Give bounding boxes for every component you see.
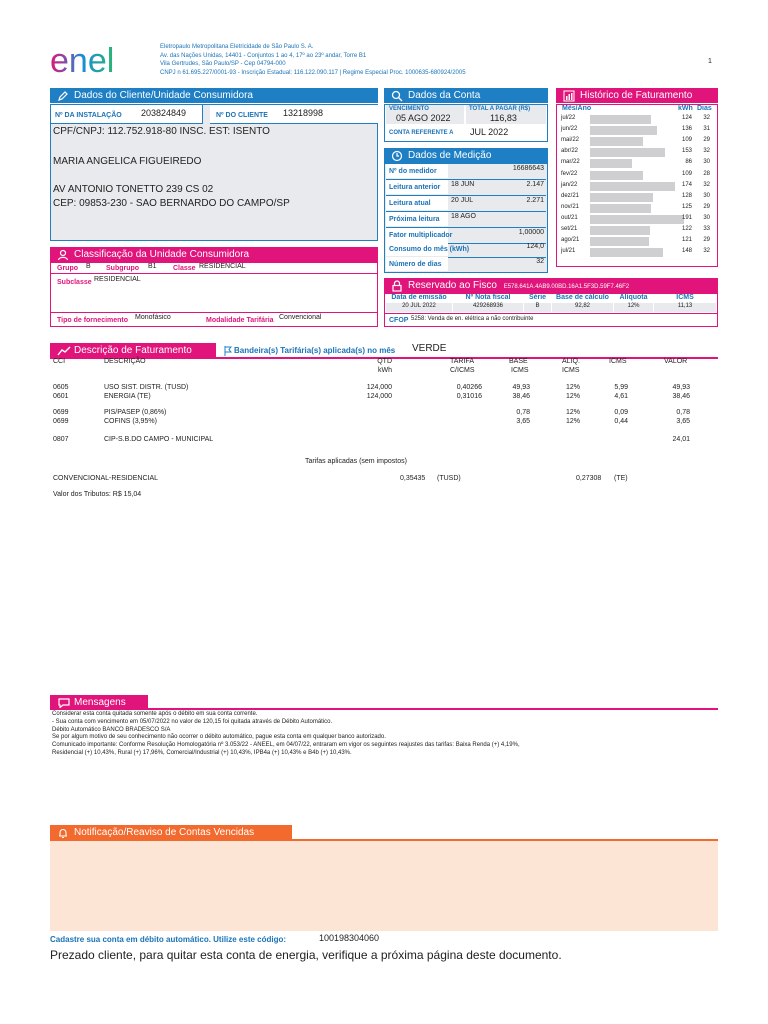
message-line: Débito Automático BANCO BRADESCO S/A	[52, 726, 171, 733]
col-base2: ICMS	[511, 367, 529, 374]
measurement-date: 18 JUN	[451, 181, 475, 188]
measurement-label: Número de dias	[389, 261, 442, 268]
history-days: 29	[703, 137, 710, 144]
fisco-cell: 92,82	[552, 303, 613, 312]
history-month: out/21	[561, 214, 578, 221]
history-bar	[590, 148, 665, 157]
messages-rule	[50, 708, 718, 710]
flag-label: Bandeira(s) Tarifária(s) aplicada(s) no mês	[234, 346, 396, 355]
measurement-value: 32	[536, 258, 544, 265]
message-line: Residencial (+) 10,43%, Rural (+) 17,96%, Comercial/Industrial (+) 10,43%, IPB4a (+) 10,43% e B4b (+) 10,43%.	[52, 749, 352, 756]
tariff-tusd: 0,35435	[400, 475, 426, 482]
history-kwh: 148	[681, 248, 692, 255]
measurement-value: 1,00000	[518, 229, 544, 236]
cpf-line: CPF/CNPJ: 112.752.918-80 INSC. EST: ISENTO	[53, 126, 270, 137]
history-month: dez/21	[561, 192, 580, 199]
billing-desc: CIP-S.B.DO CAMPO - MUNICIPAL	[104, 436, 214, 443]
tariff-tusd-label: (TUSD)	[437, 475, 461, 482]
measurement-label: Próxima leitura	[389, 216, 440, 223]
history-bar	[590, 215, 684, 224]
cfop-row: CFOP 5258: Venda de en. elétrica a não contribuinte	[385, 313, 717, 326]
history-days: 32	[703, 148, 710, 155]
history-col-days: Dias	[697, 105, 712, 112]
client-header: Dados do Cliente/Unidade Consumidora	[50, 88, 378, 103]
subclass-label: Subclasse	[57, 279, 92, 286]
notification-header: Notificação/Reaviso de Contas Vencidas	[50, 825, 292, 840]
col-icms: ICMS	[609, 358, 627, 365]
history-month: abr/22	[561, 148, 579, 155]
message-line: Considerar esta conta quitada somente após o débito em sua conta corrente.	[52, 711, 258, 717]
history-month: ago/21	[561, 237, 580, 244]
supply-row: Tipo de fornecimento Monofásico Modalidade Tarifária Convencional	[51, 312, 377, 326]
billing-cci: 0807	[53, 436, 69, 443]
billing-base: 49,93	[512, 384, 530, 391]
clock-icon	[391, 150, 403, 162]
fisco-header: Reservado ao Fisco E578.641A.4AB9.00BD.16A1.5F3D.59F7.46F2	[384, 278, 718, 293]
billing-aliq: 12%	[565, 384, 580, 391]
billing-base: 0,78	[516, 409, 530, 416]
measurement-label: Leitura atual	[389, 200, 431, 207]
lock-icon	[391, 280, 403, 292]
page-number: 1	[708, 58, 712, 65]
history-col-kwh: kWh	[678, 105, 693, 112]
billing-valor: 24,01	[672, 436, 690, 443]
client-cep: CEP: 09853-230 - SAO BERNARDO DO CAMPO/SP	[53, 198, 290, 209]
fisco-col-header: Alíquota	[619, 294, 648, 301]
fisco-cell: 20 JUL 2022	[386, 303, 452, 312]
fisco-col-header: Data de emissão	[391, 294, 447, 301]
debit-label: Cadastre sua conta em débito automático. Utilize este código:	[50, 935, 287, 944]
fisco-col-header: Série	[528, 294, 547, 301]
fisco-col-header: ICMS	[676, 294, 694, 301]
history-kwh: 124	[681, 115, 692, 121]
total-field: TOTAL A PAGAR (R$) 116,83	[466, 105, 546, 124]
history-days: 30	[703, 159, 710, 166]
message-line: Comunicado importante: Conforme Resolução Homologatória nº 3.053/22 - ANEEL, em 04/07/22, entraram em vigor os seguintes reajustes das tarifas: Baixa Renda (+) 4,19%,	[52, 742, 520, 749]
fisco-cell: B	[524, 303, 551, 312]
billing-aliq: 12%	[565, 409, 580, 416]
history-kwh: 153	[681, 148, 692, 155]
billing-base: 3,65	[516, 418, 530, 425]
billing-cci: 0601	[53, 393, 69, 400]
measurement-label: Leitura anterior	[389, 184, 441, 191]
measurement-value: 2.147	[526, 181, 544, 188]
history-month: set/21	[561, 226, 578, 232]
notification-panel	[50, 839, 718, 931]
bar-chart-icon	[563, 90, 575, 102]
classification-header: Classificação da Unidade Consumidora	[50, 247, 378, 262]
billing-base: 38,46	[512, 393, 530, 400]
col-desc: DESCRIÇÃO	[104, 358, 146, 365]
trend-icon	[57, 345, 71, 357]
history-kwh: 109	[681, 137, 692, 144]
billing-desc: PIS/PASEP (0,86%)	[104, 409, 167, 416]
client-number-field: Nº DO CLIENTE 13218998	[210, 105, 378, 124]
history-bar	[590, 126, 657, 135]
billing-icms: 5,99	[614, 384, 628, 391]
history-bar	[590, 182, 675, 191]
history-days: 29	[703, 203, 710, 210]
col-valor: VALOR	[664, 358, 688, 365]
pencil-icon	[57, 90, 69, 102]
history-month: jun/22	[561, 126, 578, 133]
svg-text:enel: enel	[50, 44, 115, 80]
history-bar	[590, 159, 632, 168]
measurement-label: Consumo do mês (kWh)	[389, 246, 470, 253]
history-days: 30	[703, 214, 710, 221]
col-qtd: QTD	[377, 358, 392, 365]
flag-icon	[224, 346, 232, 356]
client-panel	[50, 104, 378, 241]
billing-aliq: 12%	[565, 418, 580, 425]
group-row: Grupo B Subgrupo B1 Classe RESIDENCIAL	[51, 263, 377, 274]
subclass-value: RESIDENCIAL	[94, 276, 141, 283]
search-icon	[391, 90, 403, 102]
billing-valor: 38,46	[672, 393, 690, 400]
enel-logo	[50, 44, 140, 80]
fisco-col-header: Nº Nota fiscal	[465, 294, 511, 301]
history-days: 30	[703, 192, 710, 199]
col-aliq: ALIQ.	[562, 358, 580, 365]
fisco-cell: 429268936	[453, 303, 523, 312]
col-cci: CCI	[53, 358, 66, 365]
history-bar	[590, 237, 649, 246]
billing-valor: 0,78	[676, 409, 690, 416]
ref-field: CONTA REFERENTE A JUL 2022	[389, 127, 509, 137]
history-bar	[590, 248, 663, 257]
history-month: fev/22	[561, 170, 578, 177]
history-bar	[590, 204, 651, 213]
debit-code: 100198304060	[319, 933, 380, 943]
history-month: nov/21	[561, 203, 580, 210]
billing-header: Descrição de Faturamento	[50, 343, 216, 358]
company-info: Eletropaulo Metropolitana Eletricidade de São Paulo S. A. Av. das Nações Unidas, 14401 - Conjuntos 1 ao 4, 17º ao 23º andar, Torre B1 Vila Gertrudes, São Paulo/SP - Cep 04794-000 CNPJ n 61.695.227/0001-93 - Inscrição Estadual: 116.122.090.117 | Regime Especial Proc. 1000635-680924/2005	[160, 44, 466, 76]
measurement-header: Dados de Medição	[384, 148, 548, 163]
measurement-value: 16686643	[512, 165, 544, 172]
user-icon	[57, 249, 69, 261]
measurement-divider	[386, 272, 546, 273]
billing-desc: USO SIST. DISTR. (TUSD)	[104, 384, 189, 391]
billing-cci: 0605	[53, 384, 69, 391]
billing-aliq: 12%	[565, 393, 580, 400]
history-kwh: 86	[685, 159, 692, 166]
history-col-month: Mês/Ano	[562, 105, 592, 112]
history-bar	[590, 193, 653, 202]
message-line: - Sua conta com vencimento em 05/07/2022 no valor de 120,15 foi quitada através de Débito Automático.	[52, 718, 333, 725]
history-kwh: 128	[681, 192, 692, 199]
billing-cci: 0699	[53, 418, 69, 425]
billing-valor: 49,93	[672, 384, 690, 391]
history-month: mar/22	[561, 159, 580, 166]
messages-body	[52, 711, 712, 758]
billing-icms: 0,09	[614, 409, 628, 416]
measurement-value: 124,0	[526, 243, 544, 250]
measurement-label: Fator multiplicador	[389, 232, 453, 239]
col-aliq2: ICMS	[562, 367, 580, 374]
flag-value: VERDE	[412, 343, 447, 354]
message-line: Se por algum motivo de seu conhecimento não ocorrer o débito automático, pague esta conta em qualquer banco autorizado.	[52, 734, 386, 741]
billing-tarifa: 0,40266	[456, 384, 482, 391]
bell-icon	[57, 827, 69, 839]
fisco-cell: 11,13	[654, 303, 716, 312]
tributes: Valor dos Tributos: R$ 15,04	[53, 491, 142, 498]
measurement-date: 18 AGO	[451, 213, 476, 220]
due-field: VENCIMENTO 05 AGO 2022	[386, 105, 464, 124]
tariff-te: 0,27308	[576, 475, 602, 482]
footer-note: Prezado cliente, para quitar esta conta de energia, verifique a próxima página deste documento.	[50, 948, 562, 962]
history-kwh: 125	[681, 203, 692, 210]
tariffs-title: Tarifas aplicadas (sem impostos)	[305, 458, 407, 465]
billing-qtd: 124,000	[366, 393, 392, 400]
history-bar	[590, 171, 643, 180]
installation-field: Nº DA INSTALAÇÃO 203824849	[51, 105, 203, 124]
fisco-cell: 12%	[614, 303, 653, 312]
history-days: 32	[703, 248, 710, 255]
history-month: mai/22	[561, 137, 580, 144]
measurement-label: Nº do medidor	[389, 168, 437, 175]
measurement-date: 20 JUL	[451, 197, 474, 204]
fisco-col-header: Base de cálculo	[556, 294, 609, 301]
history-days: 29	[703, 237, 710, 244]
history-kwh: 174	[681, 181, 692, 188]
messages-header: Mensagens	[50, 695, 148, 710]
billing-desc: ENERGIA (TE)	[104, 393, 151, 400]
history-days: 32	[703, 115, 710, 121]
history-days: 28	[703, 170, 710, 177]
history-month: jul/22	[561, 115, 576, 121]
history-bar	[590, 137, 643, 146]
history-month: jul/21	[561, 248, 576, 255]
client-address: AV ANTONIO TONETTO 239 CS 02	[53, 184, 214, 195]
history-kwh: 191	[681, 214, 692, 221]
billing-qtd: 124,000	[366, 384, 392, 391]
col-tarifa2: C/ICMS	[450, 367, 475, 374]
history-kwh: 136	[681, 126, 692, 133]
tariff-te-label: (TE)	[614, 475, 628, 482]
billing-cci: 0699	[53, 409, 69, 416]
history-days: 33	[703, 226, 710, 232]
history-kwh: 121	[681, 237, 692, 244]
col-base: BASE	[509, 358, 528, 365]
billing-desc: COFINS (3,95%)	[104, 418, 157, 425]
billing-icms: 4,61	[614, 393, 628, 400]
billing-icms: 0,44	[614, 418, 628, 425]
history-header: Histórico de Faturamento	[556, 88, 718, 103]
billing-tarifa: 0,31016	[456, 393, 482, 400]
col-qtd-unit: kWh	[378, 367, 392, 374]
billing-valor: 3,65	[676, 418, 690, 425]
history-kwh: 122	[681, 226, 692, 232]
history-bar	[590, 115, 651, 124]
history-month: jan/22	[561, 181, 578, 188]
client-name: MARIA ANGELICA FIGUEIREDO	[53, 156, 202, 167]
history-kwh: 109	[681, 170, 692, 177]
history-days: 32	[703, 181, 710, 188]
account-header: Dados da Conta	[384, 88, 548, 103]
col-tarifa: TARIFA	[450, 358, 474, 365]
measurement-value: 2.271	[526, 197, 544, 204]
history-bar	[590, 226, 650, 235]
history-days: 31	[703, 126, 710, 133]
tariff-row-label: CONVENCIONAL-RESIDENCIAL	[53, 475, 159, 482]
